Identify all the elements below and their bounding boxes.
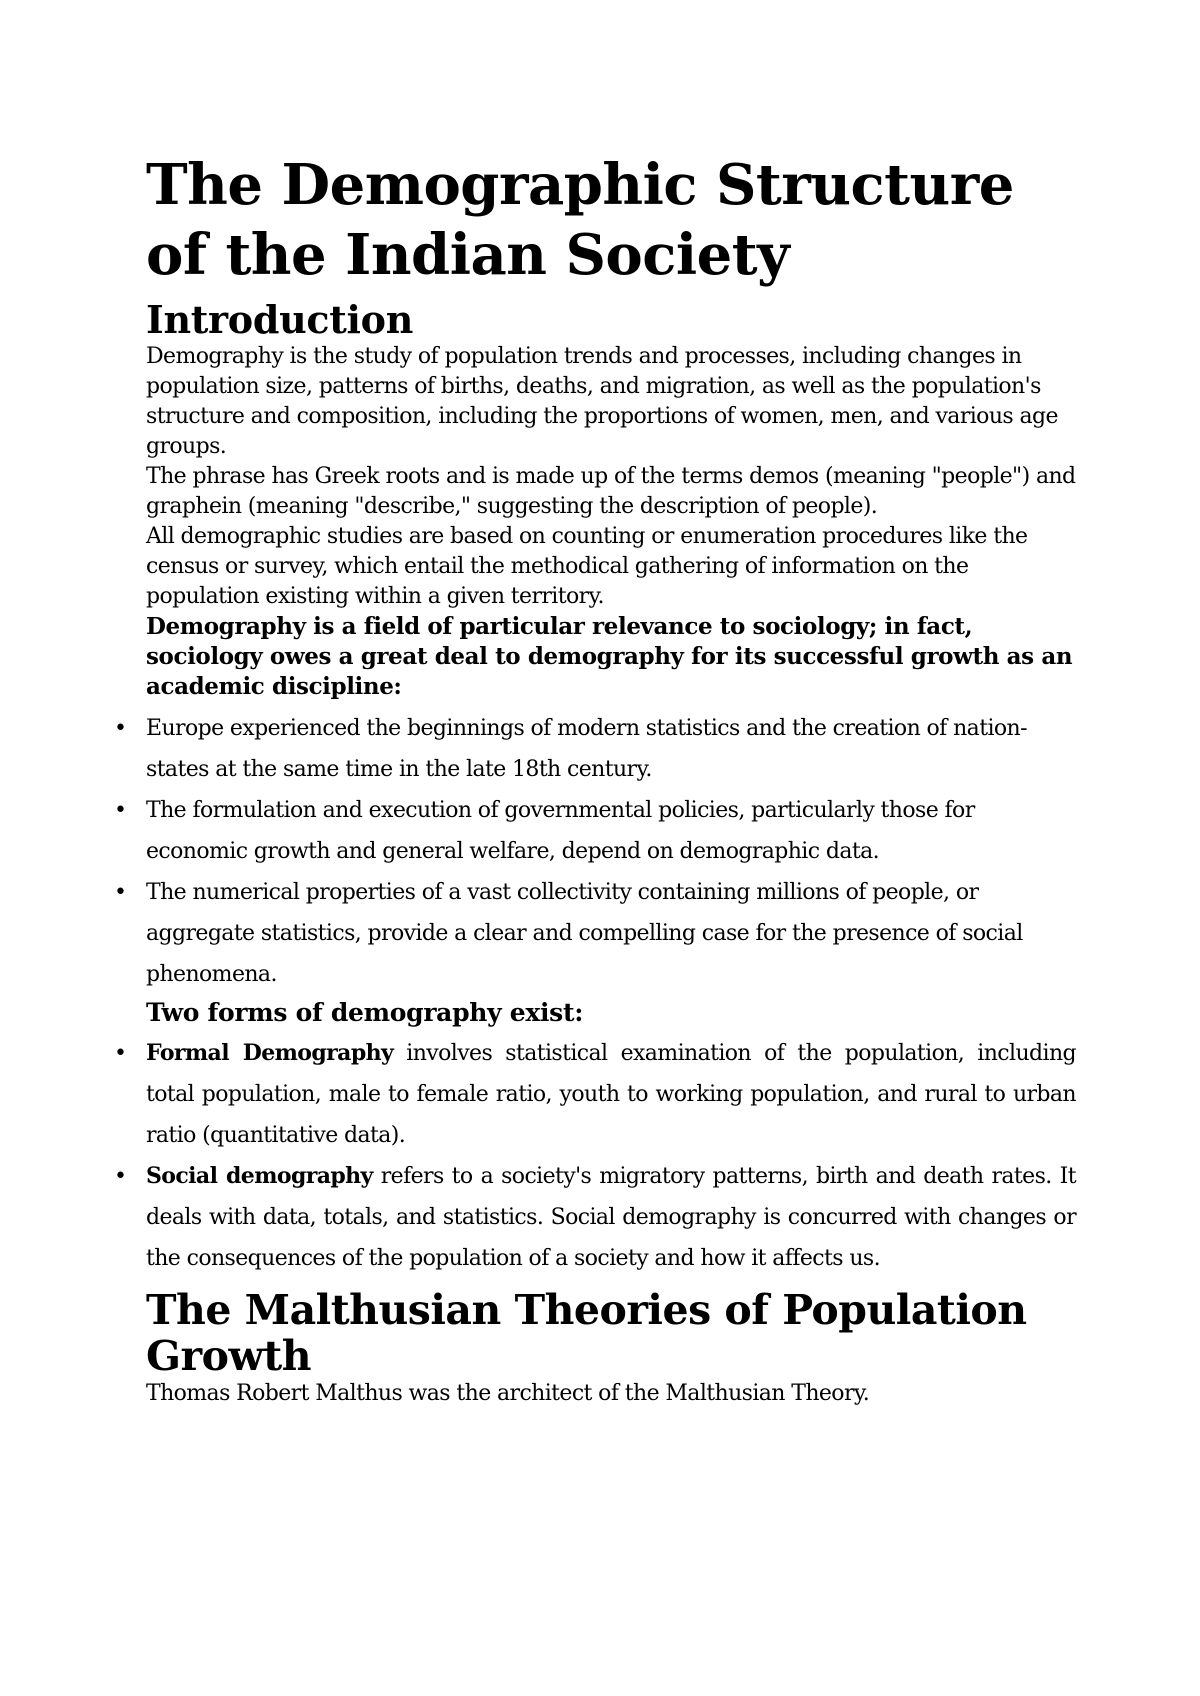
list-item-text: The formulation and execution of governmental policies, particularly those for economic growth and general welfare, depend on demographic data. (146, 798, 975, 864)
list-item (114, 872, 1076, 995)
intro-paragraph-1: Demography is the study of population trends and processes, including changes in population size, patterns of births, deaths, and migration, as well as the population's structure and composition, including the proportions of women, men, and various age groups. (146, 344, 1058, 459)
forms-list (114, 1033, 1076, 1279)
bullet-icon: • (114, 1041, 127, 1066)
relevance-statement: Demography is a field of particular relevance to sociology; in fact, sociology owes a great deal to demography for its successful growth as an academic discipline: (146, 613, 1073, 700)
malthus-paragraph: Thomas Robert Malthus was the architect of the Malthusian Theory. (146, 1381, 870, 1406)
forms-heading: Two forms of demography exist: (146, 998, 584, 1027)
list-item (114, 1033, 1076, 1156)
list-item-text: involves statistical examination of the population, including total population, male to female ratio, youth to working population, and rural to urban ratio (quantitative data). (146, 1041, 1076, 1148)
intro-paragraph-3: All demographic studies are based on counting or enumeration procedures like the census or survey, which entail the methodical gathering of information on the population existing within a given territory. (146, 524, 1028, 609)
list-item (114, 790, 1076, 872)
document-page (114, 150, 1076, 1409)
relevance-list (114, 708, 1076, 995)
bullet-icon: • (114, 798, 127, 823)
list-item-text: The numerical properties of a vast collectivity containing millions of people, or aggregate statistics, provide a clear and compelling case for the presence of social phenomena. (146, 880, 1023, 987)
document-title: The Demographic Structure of the Indian Society (146, 152, 1014, 288)
intro-paragraph-2: The phrase has Greek roots and is made up of the terms demos (meaning "people") and graphein (meaning "describe," suggesting the description of people). (146, 464, 1076, 519)
bullet-icon: • (114, 880, 127, 905)
bullet-icon: • (114, 1164, 127, 1189)
introduction-heading: Introduction (146, 297, 414, 342)
term-formal-demography: Formal Demography (146, 1040, 394, 1066)
list-item-text: refers to a society's migratory patterns, birth and death rates. It deals with data, totals, and statistics. Social demography is concurred with changes or the consequences of the population of a society and how it affects us. (146, 1164, 1076, 1271)
bullet-icon: • (114, 716, 127, 741)
term-social-demography: Social demography (146, 1163, 373, 1189)
list-item (114, 1156, 1076, 1279)
list-item (114, 708, 1076, 790)
list-item-text: Europe experienced the beginnings of modern statistics and the creation of nation-states at the same time in the late 18th century. (146, 716, 1027, 782)
malthusian-heading: The Malthusian Theories of Population Growth (146, 1286, 1027, 1380)
